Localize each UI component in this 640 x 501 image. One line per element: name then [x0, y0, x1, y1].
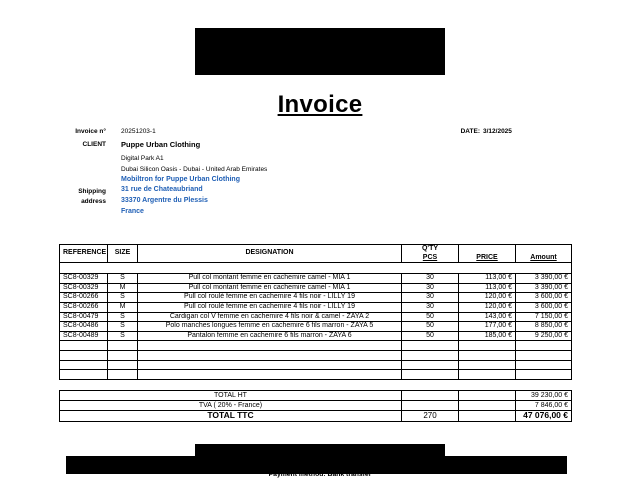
cell-size: S [108, 322, 138, 332]
header-pcs [402, 254, 459, 263]
cell-qty: 50 [402, 312, 459, 322]
tva-row [60, 401, 572, 411]
cell-designation: Pull col montant femme en cachemire camel - MIA 1 [138, 283, 402, 293]
table-row [60, 302, 572, 312]
table-row [60, 331, 572, 341]
client-name: Puppe Urban Clothing [121, 140, 201, 149]
cell-amount: 3 600,00 € [516, 293, 572, 303]
cell-reference: SC8-00329 [60, 274, 108, 284]
cell-size: M [108, 283, 138, 293]
total-ttc-label: TOTAL TTC [60, 411, 402, 421]
client-address-line1: Digital Park A1 [121, 155, 164, 162]
client-label: CLIENT [82, 141, 106, 148]
cell-designation: Pull col montant femme en cachemire camel - MIA 1 [138, 274, 402, 284]
gap-row [60, 379, 572, 390]
cell-amount: 7 150,00 € [516, 312, 572, 322]
cell-reference: SC8-00266 [60, 302, 108, 312]
header-pcs-label: PCS [422, 253, 438, 261]
total-ht-blank [459, 390, 516, 400]
invoice-number-label: Invoice n° [75, 128, 106, 135]
cell-qty: 30 [402, 274, 459, 284]
cell-reference: SC8-00266 [60, 293, 108, 303]
total-ttc-qty: 270 [402, 411, 459, 421]
total-ht-qty [402, 390, 459, 400]
header-reference: REFERENCE [60, 245, 108, 263]
payment-method: Payment method: Bank transfer [268, 471, 372, 478]
table-row [60, 283, 572, 293]
total-ttc-blank [459, 411, 516, 421]
empty-row [60, 360, 572, 370]
empty-row [60, 370, 572, 380]
total-ttc-value: 47 076,00 € [516, 411, 572, 421]
cell-amount: 8 850,00 € [516, 322, 572, 332]
cell-price: 143,00 € [459, 312, 516, 322]
cell-amount: 3 390,00 € [516, 274, 572, 284]
table-header-row [60, 245, 572, 254]
invoice-number: 20251203-1 [121, 128, 156, 135]
cell-qty: 50 [402, 331, 459, 341]
cell-designation: Pull col roulé femme en cachemire 4 fils noir - LILLY 19 [138, 302, 402, 312]
client-address-line2: Dubai Silicon Oasis - Dubai - United Arab Emirates [121, 166, 268, 173]
invoice-title: Invoice [277, 91, 363, 118]
total-ht-row [60, 390, 572, 400]
table-row [60, 322, 572, 332]
cell-size: S [108, 293, 138, 303]
cell-price: 177,00 € [459, 322, 516, 332]
cell-reference: SC8-00486 [60, 322, 108, 332]
items-table [59, 244, 572, 422]
shipping-label-line1: Shipping [78, 188, 106, 195]
cell-qty: 50 [402, 322, 459, 332]
redacted-logo [195, 28, 445, 75]
table-row [60, 293, 572, 303]
cell-size: M [108, 302, 138, 312]
cell-reference: SC8-00479 [60, 312, 108, 322]
total-ttc-row [60, 411, 572, 421]
total-ht-value: 39 230,00 € [516, 390, 572, 400]
cell-price: 113,00 € [459, 283, 516, 293]
cell-size: S [108, 331, 138, 341]
cell-size: S [108, 312, 138, 322]
cell-price: 185,00 € [459, 331, 516, 341]
table-row [60, 312, 572, 322]
invoice-date: 3/12/2025 [483, 128, 512, 135]
table-row [60, 274, 572, 284]
cell-price: 120,00 € [459, 293, 516, 303]
shipping-label-line2: address [81, 198, 106, 205]
shipping-line-1: Mobiltron for Puppe Urban Clothing [121, 176, 240, 183]
tva-value: 7 846,00 € [516, 401, 572, 411]
cell-price: 120,00 € [459, 302, 516, 312]
cell-qty: 30 [402, 302, 459, 312]
cell-reference: SC8-00489 [60, 331, 108, 341]
tva-blank [459, 401, 516, 411]
cell-amount: 3 600,00 € [516, 302, 572, 312]
header-designation: DESIGNATION [138, 245, 402, 263]
cell-size: S [108, 274, 138, 284]
cell-designation: Pantalon femme en cachemire 6 fils marron - ZAYA 6 [138, 331, 402, 341]
date-label: DATE: [460, 128, 480, 135]
shipping-line-3: 33370 Argentre du Plessis [121, 197, 208, 204]
header-qty: Q'TY [402, 245, 459, 254]
empty-row [60, 350, 572, 360]
header-amount-label: Amount [530, 253, 557, 261]
cell-designation: Polo manches longues femme en cachemire 6 fils marron - ZAYA 5 [138, 322, 402, 332]
shipping-line-4: France [121, 208, 144, 215]
cell-designation: Pull col roulé femme en cachemire 4 fils noir - LILLY 19 [138, 293, 402, 303]
cell-amount: 9 250,00 € [516, 331, 572, 341]
empty-row [60, 341, 572, 351]
total-ht-label: TOTAL HT [60, 390, 402, 400]
cell-price: 113,00 € [459, 274, 516, 284]
shipping-line-2: 31 rue de Chateaubriand [121, 186, 203, 193]
tva-qty [402, 401, 459, 411]
cell-amount: 3 390,00 € [516, 283, 572, 293]
cell-qty: 30 [402, 283, 459, 293]
header-price-label: PRICE [476, 253, 498, 261]
redacted-footer-line1 [195, 444, 445, 456]
cell-reference: SC8-00329 [60, 283, 108, 293]
cell-designation: Cardigan col V femme en cachemire 4 fils noir & camel - ZAYA 2 [138, 312, 402, 322]
spacer-row [60, 263, 572, 274]
cell-qty: 30 [402, 293, 459, 303]
header-price [459, 245, 516, 263]
header-amount [516, 245, 572, 263]
header-size: SIZE [108, 245, 138, 263]
tva-label: TVA ( 20% - France) [60, 401, 402, 411]
